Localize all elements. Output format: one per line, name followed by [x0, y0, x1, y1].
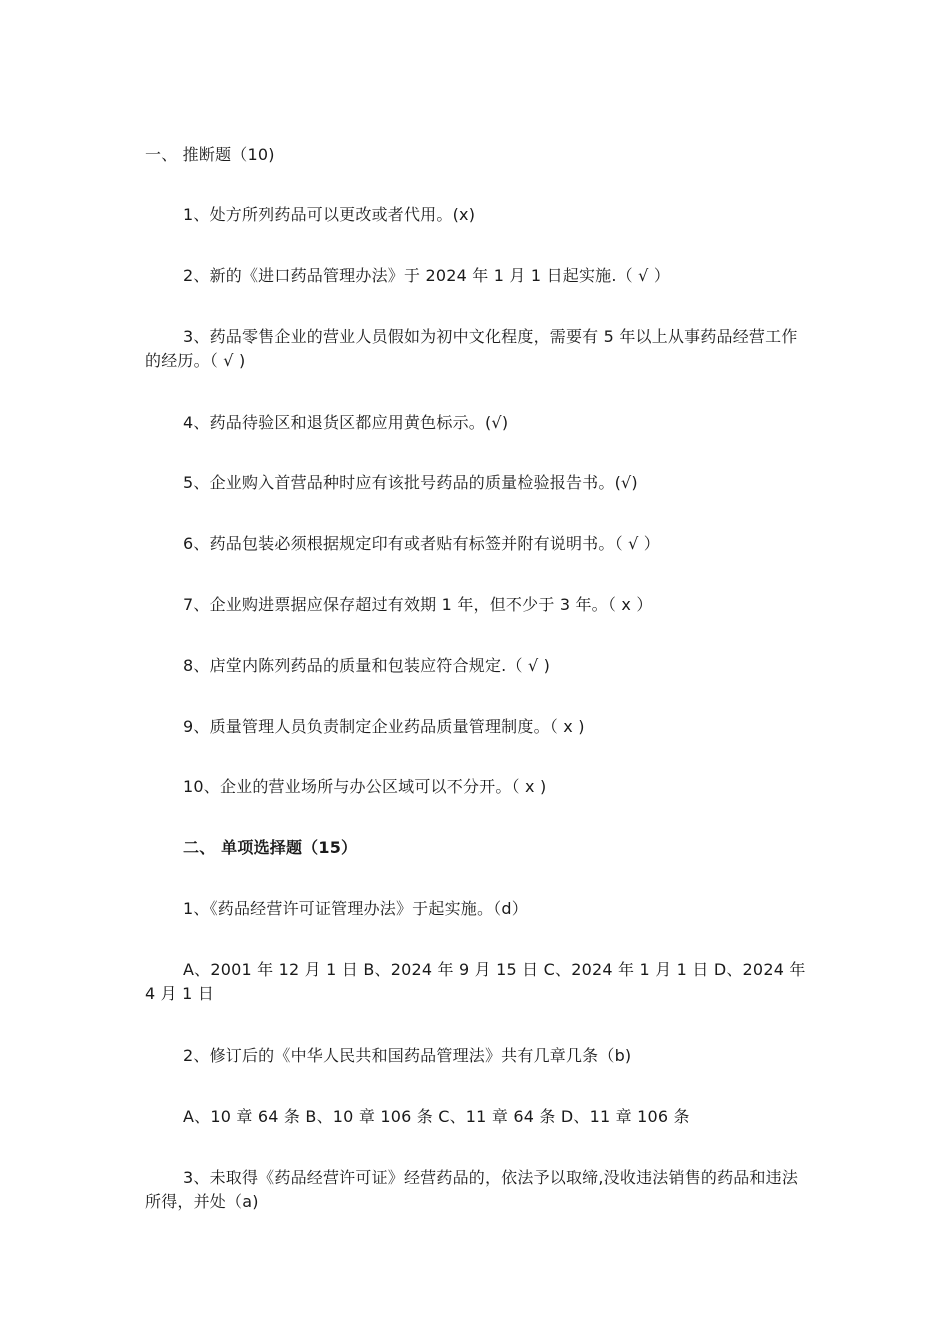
question-item: 2、修订后的《中华人民共和国药品管理法》共有几章几条（b)	[183, 1046, 632, 1065]
answer-options: A、10 章 64 条 B、10 章 106 条 C、11 章 64 条 D、11 章 106 条	[183, 1107, 690, 1126]
question-item: 1、处方所列药品可以更改或者代用。(x)	[183, 205, 476, 224]
question-item: 2、新的《进口药品管理办法》于 2024 年 1 月 1 日起实施.（ √ ）	[183, 266, 671, 285]
question-item: 3、未取得《药品经营许可证》经营药品的，依法予以取缔,没收违法销售的药品和违法所得，并处（a)	[145, 1168, 799, 1211]
question-item: 3、药品零售企业的营业人员假如为初中文化程度，需要有 5 年以上从事药品经营工作的经历。（ √ )	[145, 327, 798, 370]
question-item: 10、企业的营业场所与办公区域可以不分开。（ x )	[183, 777, 547, 796]
section-1-heading: 一、 推断题（10)	[145, 145, 275, 164]
question-item: 4、药品待验区和退货区都应用黄色标示。(√)	[183, 413, 509, 432]
question-item: 8、店堂内陈列药品的质量和包装应符合规定.（ √ )	[183, 656, 551, 675]
question-item: 9、质量管理人员负责制定企业药品质量管理制度。（ x )	[183, 717, 585, 736]
question-item: 7、企业购进票据应保存超过有效期 1 年，但不少于 3 年。（ x ）	[183, 595, 653, 614]
question-item: 1、《药品经营许可证管理办法》于起实施。（d）	[183, 899, 528, 918]
section-2-heading: 二、 单项选择题（15）	[183, 838, 358, 857]
answer-options: A、2001 年 12 月 1 日 B、2024 年 9 月 15 日 C、2024 年 1 月 1 日 D、2024 年 4 月 1 日	[145, 960, 806, 1003]
question-item: 5、企业购入首营品种时应有该批号药品的质量检验报告书。(√)	[183, 473, 638, 492]
question-item: 6、药品包装必须根据规定印有或者贴有标签并附有说明书。（ √ ）	[183, 534, 660, 553]
